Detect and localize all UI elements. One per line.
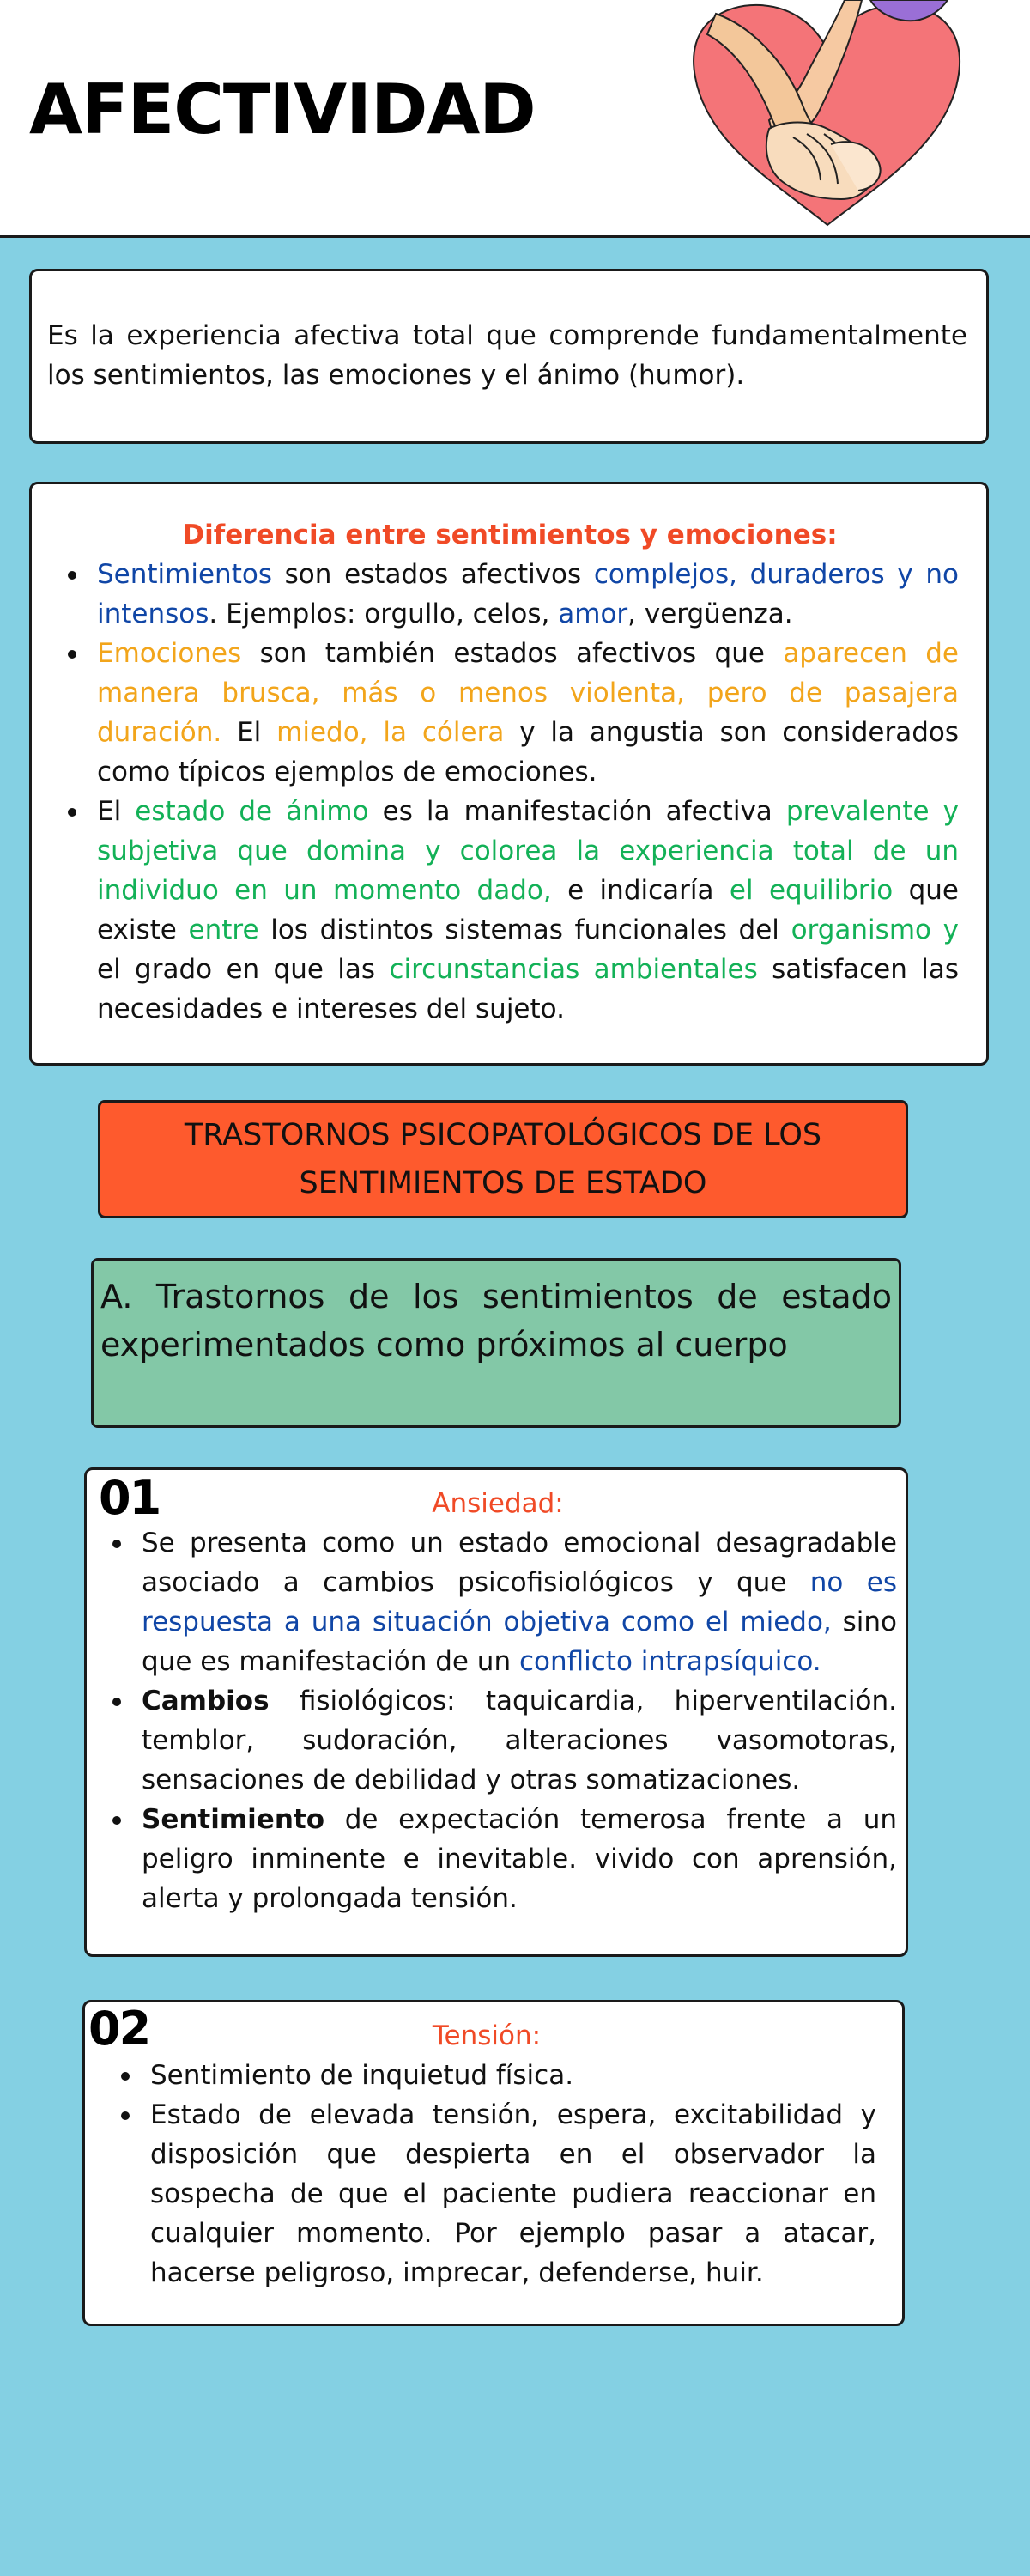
section-banner-text: TRASTORNOS PSICOPATOLÓGICOS DE LOS SENTIMIENTOS DE ESTADO xyxy=(184,1118,822,1200)
text-segment: Se presenta como un estado emocional desagradable asociado a cambios psicofisiológicos y que xyxy=(142,1528,897,1598)
differences-list xyxy=(32,555,959,1029)
highlight: organismo y xyxy=(791,914,959,945)
text-segment: de expectación temerosa frente a un peligro inminente e inevitable. vivido con aprensión, alerta y prolongada tensión. xyxy=(142,1804,897,1914)
text-segment: son estados afectivos xyxy=(271,559,594,590)
text-segment: los distintos sistemas funcionales del xyxy=(258,914,791,945)
list-item xyxy=(32,555,959,634)
list-item: Estado de elevada tensión, espera, excitabilidad y disposición que despierta en el observador la sospecha de que el paciente pudiera reaccionar en cualquier momento. Por ejemplo pasar a atacar, hacerse peligroso, imprecar, defenderse, huir. xyxy=(95,2095,876,2293)
list-item xyxy=(87,1523,897,1681)
text-segment: fisiológicos: taquicardia, hiperventilación. temblor, sudoración, alteraciones vasomotoras, sensaciones de debilidad y otras somatizaciones. xyxy=(142,1686,897,1795)
text-segment: es la manifestación afectiva xyxy=(368,796,786,827)
list-item: Sentimiento de inquietud física. xyxy=(95,2056,876,2095)
subsection-box xyxy=(91,1258,901,1428)
highlight: conflicto intrapsíquico. xyxy=(518,1646,821,1677)
differences-card xyxy=(29,482,989,1066)
text-segment: El xyxy=(221,717,277,748)
bold-term: Sentimiento xyxy=(142,1804,325,1835)
text-segment: y la angustia son considerados como típicos ejemplos de emociones. xyxy=(97,717,959,787)
subsection-text: A. Trastornos de los sentimientos de estado experimentados como próximos al cuerpo xyxy=(100,1278,892,1364)
highlight: miedo, la cólera xyxy=(276,717,505,748)
highlight: circunstancias ambientales xyxy=(389,954,758,985)
anxiety-card xyxy=(84,1467,908,1957)
highlight: complejos, duraderos y no intensos xyxy=(97,559,959,629)
header xyxy=(0,0,1030,235)
text-segment: e indicaría xyxy=(551,875,730,906)
list-item xyxy=(87,1800,897,1918)
list-item xyxy=(32,634,959,792)
text-segment: el grado en que las xyxy=(97,954,390,985)
text-segment: El xyxy=(97,796,136,827)
text-segment: . Ejemplos: orgullo, celos, xyxy=(209,598,559,629)
highlight: aparecen de manera brusca, más o menos violenta, pero de pasajera duración. xyxy=(97,638,959,748)
tension-title: Tensión: xyxy=(432,2020,542,2051)
content-area xyxy=(0,235,1030,2576)
anxiety-list xyxy=(87,1523,897,1918)
anxiety-title: Ansiedad: xyxy=(432,1488,564,1519)
differences-title: Diferencia entre sentimientos y emociones: xyxy=(182,519,838,550)
term-sentimientos: Sentimientos xyxy=(97,559,272,590)
list-item xyxy=(32,792,959,1029)
highlight: no es respuesta a una situación objetiva como el miedo, xyxy=(142,1567,897,1637)
highlight: el equilibrio xyxy=(729,875,894,906)
highlight: amor xyxy=(558,598,628,629)
bold-term: Cambios xyxy=(142,1686,270,1716)
heart-hands-illustration xyxy=(690,0,963,227)
definition-card xyxy=(29,269,989,444)
list-item xyxy=(87,1681,897,1800)
card-number: 01 xyxy=(99,1471,161,1525)
text-segment: , vergüenza. xyxy=(627,598,793,629)
text-segment: sino que es manifestación de un xyxy=(142,1607,897,1677)
heart-icon xyxy=(690,0,963,227)
term-estado-de-animo: estado de ánimo xyxy=(135,796,369,827)
text-segment: que existe xyxy=(97,875,959,945)
definition-text: Es la experiencia afectiva total que comprende fundamentalmente los sentimientos, las emociones y el ánimo (humor). xyxy=(47,320,967,391)
text-segment: son también estados afectivos que xyxy=(241,638,784,669)
card-number: 02 xyxy=(88,2002,150,2056)
text-segment: satisfacen las necesidades e intereses del sujeto. xyxy=(97,954,959,1024)
tension-card xyxy=(82,2000,905,2326)
section-banner xyxy=(98,1100,908,1218)
highlight: entre xyxy=(188,914,259,945)
page-title: AFECTIVIDAD xyxy=(29,70,536,149)
term-emociones: Emociones xyxy=(97,638,242,669)
highlight: prevalente y subjetiva que domina y colorea la experiencia total de un individuo en un momento dado, xyxy=(97,796,959,906)
tension-list xyxy=(95,2056,876,2293)
